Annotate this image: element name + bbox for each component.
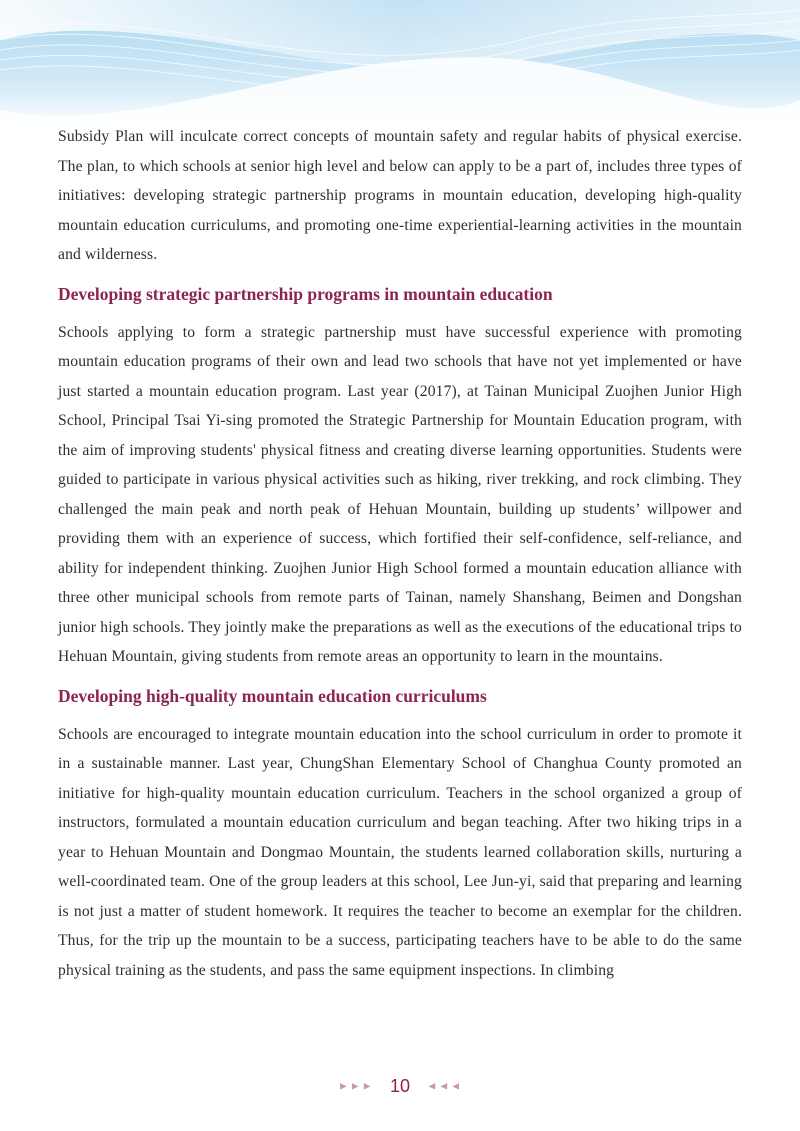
body-paragraph-curriculums: Schools are encouraged to integrate mountain education into the school curriculum in order to promote it in a sustainable manner. Last year, ChungShan Elementary School of Changhua County promoted an initiative for high-quality mountain education curriculum. Teachers in the school organized a group of instructors, formulated a mountain education curriculum and began teaching. After two hiking trips in a year to Hehuan Mountain and Dongmao Mountain, the students learned collaboration skills, nurturing a well-coordinated team. One of the group leaders at this school, Lee Jun-yi, said that preparing and learning is not just a matter of student homework. It requires the teacher to become an exemplar for the children. Thus, for the trip up the mountain to be a success, participating teachers have to be able to do the same physical training as the students, and pass the same equipment inspections. In climbing <box>58 725 742 979</box>
body-paragraph-intro: Subsidy Plan will inculcate correct concepts of mountain safety and regular habits of physical exercise. The plan, to which schools at senior high level and below can apply to be a part of, includes three types of initiatives: developing strategic partnership programs in mountain education, developing high-quality mountain education curriculums, and promoting one-time experiential-learning activities in the mountain and wilderness. <box>58 128 742 263</box>
page-content <box>58 122 742 985</box>
page-footer <box>0 1076 800 1097</box>
page-number: 10 <box>389 1076 411 1096</box>
right-arrows-icon: ◄◄◄ <box>426 1080 463 1093</box>
left-arrows-icon: ►►► <box>337 1080 374 1093</box>
body-paragraph-strategic-partnership: Schools applying to form a strategic partnership must have successful experience with promoting mountain education programs of their own and lead two schools that have not yet implemented or have just started a mountain education program. Last year (2017), at Tainan Municipal Zuojhen Junior High School, Principal Tsai Yi-sing promoted the Strategic Partnership for Mountain Education program, with the aim of improving students' physical fitness and creating diverse learning opportunities. Students were guided to participate in various physical activities such as hiking, river trekking, and rock climbing. They challenged the main peak and north peak of Hehuan Mountain, building up students’ willpower and providing them with an experience of success, which fortified their self-confidence, self-reliance, and ability for independent thinking. Zuojhen Junior High School formed a mountain education alliance with three other municipal schools from remote parts of Tainan, namely Shanshang, Beimen and Dongshan junior high schools. They jointly make the preparations as well as the executions of the educational trips to Hehuan Mountain, giving students from remote areas an opportunity to learn in the mountains. <box>58 323 742 665</box>
section-heading-curriculums: Developing high-quality mountain education curriculums <box>58 685 487 706</box>
section-heading-strategic-partnership: Developing strategic partnership programs in mountain education <box>58 283 553 304</box>
